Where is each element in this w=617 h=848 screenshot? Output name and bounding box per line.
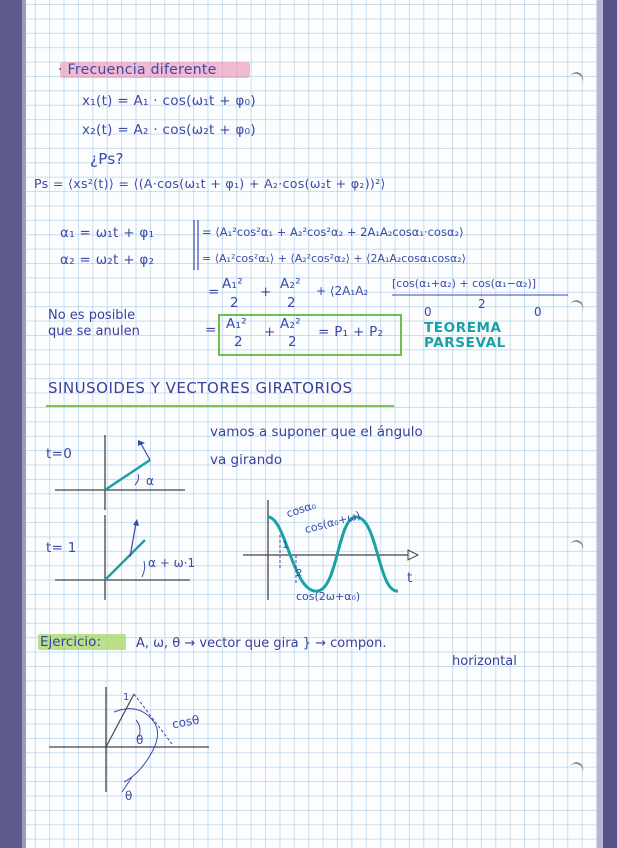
plus-sign: + xyxy=(260,284,272,300)
description-line2: va girando xyxy=(210,452,283,468)
axis-t-label: t xyxy=(407,570,413,586)
cross-term-prefix: + ⟨2A₁A₂ xyxy=(316,284,369,298)
final-a1-den: 2 xyxy=(234,334,243,350)
label-t1: t= 1 xyxy=(46,540,77,556)
vector-diagram-t1 xyxy=(50,505,200,605)
theta-label: θ xyxy=(136,733,144,747)
final-result: = P₁ + P₂ xyxy=(318,324,384,340)
title-underline xyxy=(46,405,394,407)
final-a2-num: A₂² xyxy=(280,316,301,332)
cross-term-numerator: [cos(α₁+α₂) + cos(α₁−α₂)] xyxy=(392,277,537,290)
ejercicio-text-2: horizontal xyxy=(452,654,517,669)
fraction-a2-num: A₂² xyxy=(280,276,301,292)
left-binding-shadow xyxy=(22,0,26,848)
ejercicio-text: A, ω, θ → vector que gira } → compon. xyxy=(136,636,387,651)
cos-theta-label: cosθ xyxy=(170,712,201,732)
fraction-a1-num: A₁² xyxy=(222,276,243,292)
double-bar-divider xyxy=(192,220,200,270)
teorema-label: TEOREMA xyxy=(424,320,502,336)
exercise-vector-diagram xyxy=(44,682,224,802)
tick-mark-2: 2 xyxy=(296,568,303,579)
cosine-wave-plot xyxy=(238,495,428,605)
final-a2-den: 2 xyxy=(288,334,297,350)
equation-x1: x₁(t) = A₁ · cos(ω₁t + φ₀) xyxy=(82,93,256,109)
tick-mark-1: 1 xyxy=(282,540,289,551)
cross-term-denominator: 2 xyxy=(478,297,486,311)
alpha-omega-label: α + ω·1 xyxy=(148,556,196,570)
expansion-line1: = ⟨A₁²cos²α₁ + A₂²cos²α₂ + 2A₁A₂cosα₁·cosα₂⟩ xyxy=(202,225,464,239)
left-binding-edge xyxy=(0,0,22,848)
expansion-line2: = ⟨A₁²cos²α₁⟩ + ⟨A₂²cos²α₂⟩ + ⟨2A₁A₂cosα₁cosα₂⟩ xyxy=(202,252,466,265)
ps-definition: Ps = ⟨xs²(t)⟩ = ⟨(A·cos(ω₁t + φ₁) + A₂·cos(ω₂t + φ₂))²⟩ xyxy=(34,176,386,191)
heading-frecuencia: · Frecuencia diferente xyxy=(58,62,217,78)
right-binding-edge xyxy=(603,0,617,848)
label-cos-alpha0-omega: cos(α₀+ω) xyxy=(303,508,362,537)
equals-sign: = xyxy=(208,284,220,300)
unit-one-label: 1 xyxy=(123,692,130,703)
question-ps: ¿Ps? xyxy=(90,150,124,168)
alpha-angle-label: α xyxy=(146,474,154,488)
note-line1: No es posible xyxy=(48,308,136,323)
label-t0: t=0 xyxy=(46,446,73,462)
description-line1: vamos a suponer que el ángulo xyxy=(210,424,423,440)
ejercicio-label: Ejercicio: xyxy=(40,634,101,650)
fraction-a1-den: 2 xyxy=(230,295,239,311)
note-line2: que se anulen xyxy=(48,324,140,339)
zero-mark-1: 0 xyxy=(424,305,432,319)
alpha2-definition: α₂ = ω₂t + φ₂ xyxy=(60,252,155,268)
zero-mark-2: 0 xyxy=(534,305,542,319)
equals-sign-2: = xyxy=(205,322,217,338)
section-title: SINUSOIDES Y VECTORES GIRATORIOS xyxy=(48,379,353,397)
fraction-bar xyxy=(392,294,568,296)
equation-x2: x₂(t) = A₂ · cos(ω₂t + φ₀) xyxy=(82,122,256,138)
alpha1-definition: α₁ = ω₁t + φ₁ xyxy=(60,225,155,241)
fraction-a2-den: 2 xyxy=(287,295,296,311)
label-cos-2omega: cos(2ω+α₀) xyxy=(296,590,361,603)
label-cos-alpha0: cosα₀ xyxy=(284,498,318,521)
parseval-label: PARSEVAL xyxy=(424,335,506,351)
final-a1-num: A₁² xyxy=(226,316,247,332)
theta-bottom-label: θ xyxy=(125,789,133,803)
plus-sign-2: + xyxy=(264,324,276,340)
